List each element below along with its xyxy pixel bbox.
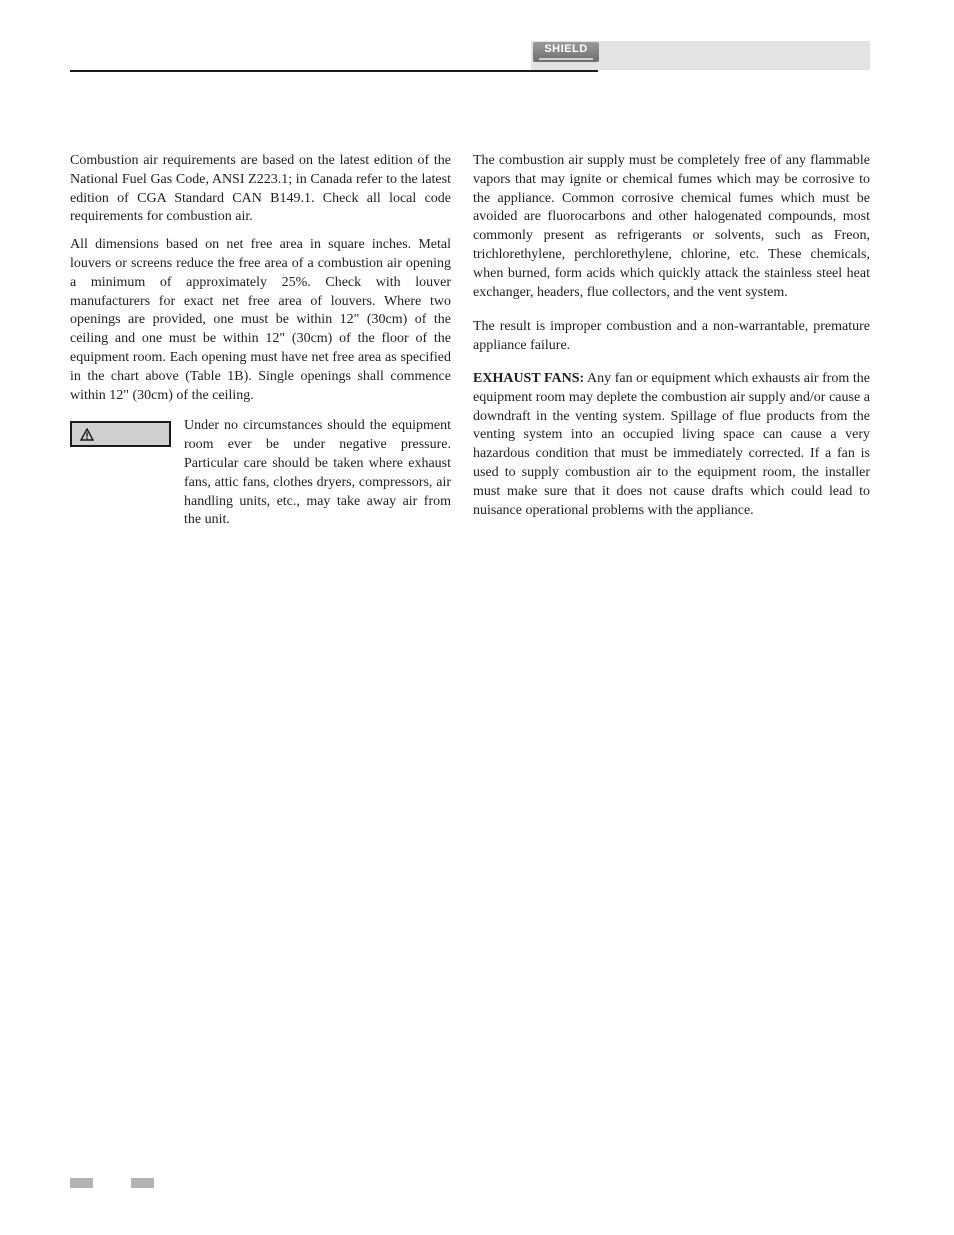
warning-triangle-icon: [80, 428, 94, 441]
exhaust-fans-body: Any fan or equipment which exhausts air from the equipment room may deplete the combustion air supply and/or cause a downdraft in the venting system. Spillage of flue products from the venting system into an occupied living space can cause a very hazardous condition that must be immediately corrected. If a fan is used to supply combustion air to the equipment room, the installer must make sure that it does not cause drafts which could lead to nuisance operational problems with the appliance.: [473, 370, 870, 518]
warning-label-box: [70, 421, 171, 447]
logo-underline: [539, 58, 593, 60]
footer-block-left: [70, 1178, 93, 1188]
warning-text: Under no circumstances should the equipment room ever be under negative pressure. Particular care should be taken where exhaust fans, attic fans, clothes dryers, compressors, air handling units, etc., may take away air from the unit.: [184, 418, 451, 528]
paragraph-result: The result is improper combustion and a non-warrantable, premature appliance failure.: [473, 319, 870, 354]
paragraph-combustion-requirements: Combustion air requirements are based on the latest edition of the National Fuel Gas Code, ANSI Z223.1; in Canada refer to the latest edition of CGA Standard CAN B149.1. Check all local code requirements for combustion air.: [70, 153, 451, 225]
logo-text: SHIELD: [544, 43, 588, 55]
paragraph-dimensions: All dimensions based on net free area in square inches. Metal louvers or screens reduce the free area of a combustion air opening a minimum of approximately 25%. Check with louver manufacturers for exact net free area of louvers. Where two openings are provided, one must be within 12" (30cm) of the ceiling and one must be within 12" (30cm) of the floor of the equipment room. Each opening must have net free area as specified in the chart above (Table 1B). Single openings shall commence within 12" (30cm) of the ceiling.: [70, 237, 451, 403]
footer-block-right: [131, 1178, 154, 1188]
paragraph-exhaust-fans: [473, 370, 870, 520]
paragraph-air-supply: The combustion air supply must be completely free of any flammable vapors that may ignite or chemical fumes which may be corrosive to the appliance. Common corrosive chemical fumes which must be avoided are fluorocarbons and other halogenated compounds, most commonly present as refrigerants or solvents, such as Freon, trichlorethylene, perchlorethylene, chlorine, etc. These chemicals, when burned, form acids which quickly attack the stainless steel heat exchanger, headers, flue collectors, and the vent system.: [473, 153, 870, 300]
header-rule: [70, 70, 598, 72]
warning-callout: [70, 417, 451, 527]
right-column: [473, 152, 870, 529]
shield-logo: [533, 42, 599, 62]
left-column: [70, 152, 451, 527]
exhaust-fans-heading: EXHAUST FANS:: [473, 370, 585, 386]
